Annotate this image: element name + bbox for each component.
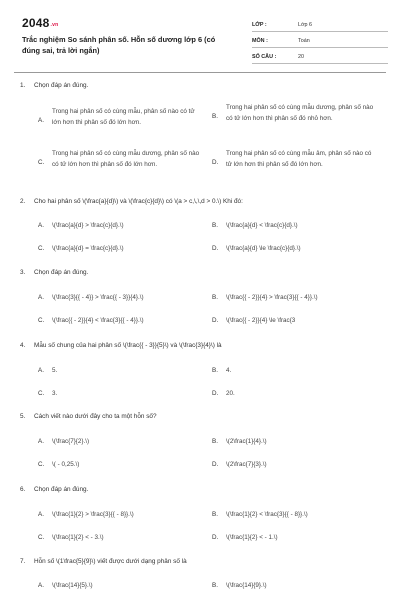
option-text: \(\frac{1}{2} > \frac{3}{{ - 8}}.\) — [52, 511, 134, 518]
option-label: B. — [212, 222, 218, 229]
option-text: Trong hai phân số có cùng mẫu dương, phân số nào có tử lớn hơn thì phân số đó nhỏ hơn. — [226, 104, 374, 122]
question-number: 5. — [20, 413, 26, 420]
option-label: B. — [212, 438, 218, 445]
option-text: Trong hai phân số có cùng mẫu, phân số nào có tử lớn hơn thì phân số đó lớn hơn. — [52, 108, 195, 126]
question-4 — [20, 342, 385, 397]
option-text: Trong hai phân số có cùng mẫu dương, phân số nào có tử lớn hơn thì phân số đó lớn hơn. — [52, 150, 200, 168]
option-label: B. — [212, 113, 218, 120]
option-label: A. — [38, 582, 44, 589]
option-label: B. — [212, 294, 218, 301]
question-2 — [20, 198, 385, 252]
option-text: \(\frac{1}{2} < \frac{3}{{ - 8}}.\) — [226, 511, 308, 518]
question-header — [20, 269, 385, 281]
option-label: C. — [38, 317, 45, 324]
question-text: Mẫu số chung của hai phân số \(\frac{{ - 3}}{5}\) và \(\frac{3}{4}\) là — [34, 342, 222, 349]
option-label: A. — [38, 511, 44, 518]
option-text: \(\frac{1}{2} < - 1.\) — [226, 534, 278, 541]
header-divider — [14, 72, 386, 73]
option-text: \(\frac{a}{d} \le \frac{c}{d}.\) — [226, 245, 301, 252]
site-logo[interactable] — [22, 16, 58, 30]
option-text: \(\frac{{ - 2}}{4} \le \frac{3 — [226, 317, 296, 324]
meta-key: SỐ CÂU : — [252, 54, 277, 60]
quiz-title: Trắc nghiệm So sánh phân số. Hỗn số dương lớp 6 (có đúng sai, trả lời ngắn) — [22, 35, 216, 55]
option-text: \(\frac{14}{9}.\) — [226, 582, 267, 589]
question-number: 2. — [20, 198, 26, 205]
option-text: 5. — [52, 367, 58, 374]
option-label: D. — [212, 534, 219, 541]
option-label: C. — [38, 390, 45, 397]
question-number: 4. — [20, 342, 26, 349]
option-text: \(\frac{1}{2} < - 3.\) — [52, 534, 104, 541]
option-text: \(\frac{a}{d} > \frac{c}{d}.\) — [52, 222, 124, 229]
meta-key: MÔN : — [252, 38, 268, 44]
option-text: \(2\frac{1}{4}.\) — [226, 438, 267, 445]
option-text: \(\frac{3}{{ - 4}} > \frac{{ - 3}}{4}.\) — [52, 294, 144, 301]
option-label: A. — [38, 222, 44, 229]
option-text: 20. — [226, 390, 235, 397]
question-number: 3. — [20, 269, 26, 276]
logo-text: 2048 — [22, 16, 50, 30]
option-label: C. — [38, 461, 45, 468]
question-header — [20, 413, 385, 425]
question-text: Cách viết nào dưới đây cho ta một hỗn số? — [34, 413, 157, 420]
option-label: A. — [38, 438, 44, 445]
meta-row-class — [252, 16, 388, 32]
option-text: \(\frac{{ - 2}}{4} < \frac{3}{{ - 4}}.\) — [52, 317, 144, 324]
option-label: D. — [212, 159, 219, 166]
question-header — [20, 558, 385, 570]
option-label: D. — [212, 245, 219, 252]
option-text: \(\frac{7}{2}.\) — [52, 438, 90, 445]
quiz-header — [14, 8, 386, 74]
option-label: C. — [38, 534, 45, 541]
option-label: D. — [212, 317, 219, 324]
question-header — [20, 342, 385, 354]
option-text: \(\frac{{ - 2}}{4} > \frac{3}{{ - 4}}.\) — [226, 294, 318, 301]
question-text: Chọn đáp án đúng. — [34, 269, 89, 276]
question-header — [20, 198, 385, 210]
question-header — [20, 82, 385, 94]
question-5 — [20, 413, 385, 468]
question-number: 1. — [20, 82, 26, 89]
option-label: B. — [212, 582, 218, 589]
option-label: C. — [38, 159, 45, 166]
option-label: D. — [212, 390, 219, 397]
option-text: \(2\frac{7}{3}.\) — [226, 461, 267, 468]
option-label: D. — [212, 461, 219, 468]
meta-value: Lớp 6 — [298, 22, 313, 28]
meta-value: 20 — [298, 54, 304, 60]
meta-row-count — [252, 48, 388, 64]
option-label: A. — [38, 117, 44, 124]
logo-suffix: .vn — [50, 22, 59, 28]
question-3 — [20, 269, 385, 324]
option-text: \( - 0,25.\) — [52, 461, 80, 468]
option-text: \(\frac{a}{d} = \frac{c}{d}.\) — [52, 245, 124, 252]
question-text: Cho hai phân số \(\frac{a}{d}\) và \(\frac{c}{d}\) có \(a > c,\,\,d > 0.\) Khi đó: — [34, 198, 243, 205]
question-header — [20, 486, 385, 498]
question-number: 6. — [20, 486, 26, 493]
option-label: B. — [212, 367, 218, 374]
option-label: C. — [38, 245, 45, 252]
option-text: Trong hai phân số có cùng mẫu âm, phân số nào có tử lớn hơn thì phân số đó lớn hơn. — [226, 150, 372, 168]
option-label: A. — [38, 367, 44, 374]
question-text: Chọn đáp án đúng. — [34, 486, 89, 493]
question-1 — [20, 82, 385, 168]
question-number: 7. — [20, 558, 26, 565]
option-text: \(\frac{a}{d} < \frac{c}{d}.\) — [226, 222, 298, 229]
option-text: \(\frac{14}{5}.\) — [52, 582, 93, 589]
meta-row-subject — [252, 32, 388, 48]
question-text: Chọn đáp án đúng. — [34, 82, 89, 89]
question-text: Hỗn số \(1\frac{5}{9}\) viết được dưới dạng phân số là — [34, 558, 187, 565]
question-7 — [20, 558, 385, 589]
meta-value: Toán — [298, 38, 310, 44]
question-6 — [20, 486, 385, 541]
quiz-meta — [252, 16, 388, 64]
option-label: B. — [212, 511, 218, 518]
option-text: 3. — [52, 390, 58, 397]
meta-key: LỚP : — [252, 22, 267, 28]
option-label: A. — [38, 294, 44, 301]
option-text: 4. — [226, 367, 232, 374]
